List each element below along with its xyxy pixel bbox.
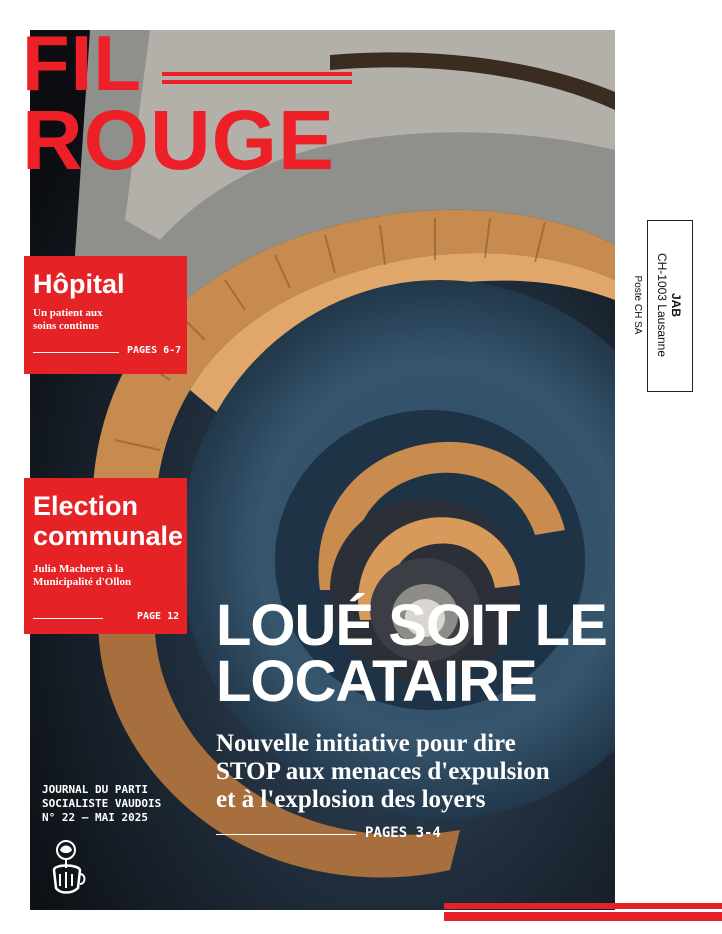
address-text (655, 220, 683, 390)
journal-issue: N° 22 – MAI 2025 (42, 811, 148, 824)
teaser-election[interactable] (24, 478, 187, 634)
bottom-accent-bar (444, 903, 722, 909)
teaser-hopital-subtitle: Un patient aux soins continus (33, 307, 103, 332)
teaser-election-pages: PAGE 12 (137, 611, 180, 622)
teaser-election-title-2: communale (33, 521, 184, 551)
address-post: Poste CH SA (632, 275, 643, 335)
journal-line-1: JOURNAL DU PARTI (42, 783, 148, 796)
masthead-rule (162, 72, 352, 76)
photo-credit: © Jessica Meck | Pixabay (22, 778, 30, 880)
masthead-fil: FIL (22, 19, 142, 107)
teaser-hopital-pages: PAGES 6-7 (127, 345, 182, 356)
journal-line-2: SOCIALISTE VAUDOIS (42, 797, 162, 810)
headline-line-2: LOCATAIRE (216, 649, 537, 714)
headline-line-1: LOUÉ SOIT LE (216, 593, 607, 658)
teaser-election-title-1: Election (33, 491, 139, 521)
teaser-hopital-title: Hôpital (33, 269, 125, 299)
teaser-election-subtitle-2: Municipalité d'Ollon (33, 576, 132, 588)
subheadline (216, 730, 656, 814)
address-jab: JAB (669, 292, 683, 317)
journal-info (42, 783, 161, 825)
rose-logo-icon (46, 838, 90, 898)
masthead-rule-2 (162, 80, 352, 84)
subhead-line-1: Nouvelle initiative pour dire (216, 730, 516, 757)
subhead-line-2: STOP aux menaces d'expulsion (216, 758, 550, 785)
subhead-line-3: et à l'explosion des loyers (216, 786, 486, 813)
teaser-election-subtitle-1: Julia Macheret à la (33, 563, 124, 575)
address-post-wrap (631, 220, 643, 390)
main-headline (216, 593, 607, 714)
teaser-election-rule (33, 618, 103, 619)
address-block (615, 210, 720, 420)
headline-page-rule (216, 834, 356, 835)
teaser-hopital-rule (33, 352, 119, 353)
masthead (22, 19, 352, 187)
address-city: CH-1003 Lausanne (655, 252, 669, 358)
headline-pages[interactable]: PAGES 3-4 (365, 825, 441, 841)
masthead-rouge: ROUGE (22, 93, 336, 187)
bottom-accent-bar-2 (444, 912, 722, 921)
teaser-hopital[interactable] (24, 256, 187, 374)
